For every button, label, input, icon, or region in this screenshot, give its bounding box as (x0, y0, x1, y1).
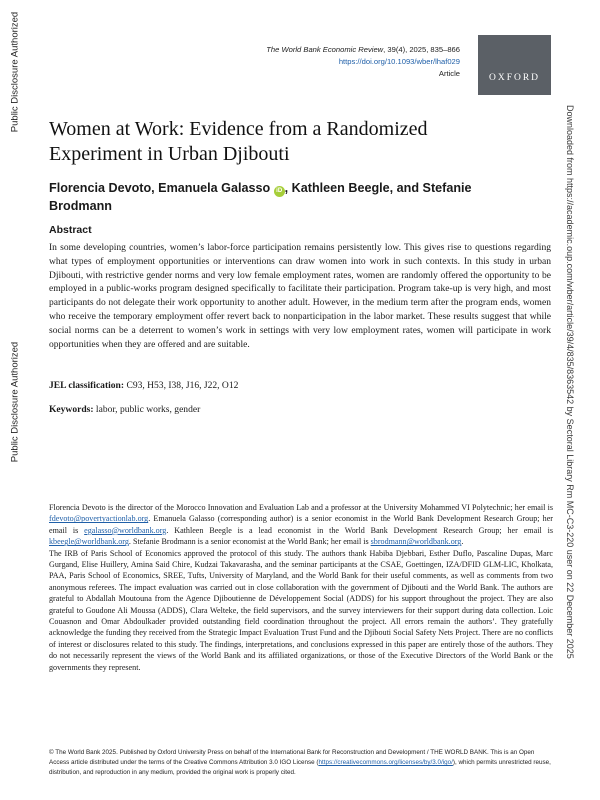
note-text: . Emanuela Galasso (corresponding author) is a senior economist in the World Bank Development Research Group; her email is (49, 514, 553, 535)
keywords (49, 403, 549, 416)
note-text: . Stefanie Brodmann is a senior economist at the World Bank; her email is (128, 537, 371, 547)
email-link-brodmann[interactable]: sbrodmann@worldbank.org (370, 537, 462, 547)
note-text: . (461, 537, 464, 547)
citation-volume: , 39(4), 2025, 835–866 (383, 45, 460, 54)
journal-citation (240, 44, 460, 56)
authors-first: Florencia Devoto, Emanuela Galasso (49, 181, 271, 195)
article-type: Article (438, 69, 460, 78)
abstract-text: In some developing countries, women’s labor-force participation remains persistently low. This gives rise to questions regarding what types of employment opportunities or interventions can draw women into work in such contexts. In this study in urban Djibouti, with restrictive gender norms and very low female employment rates, women are randomly offered the opportunity to be employed in a public-works program designed specifically to facilitate their participation. Program take-up is very high, and most participants do not delegate their work opportunity to another adult. However, in the medium term after the program ends, women who receive the temporary employment offer revert back to nonparticipation in the labor market. These results suggest that while social norms can be a deterrent to women’s work in settings with very low employment rates, women will participate in work opportunities when they are offered and are suitable. (49, 242, 551, 350)
journal-name: The World Bank Economic Review (266, 45, 384, 54)
license-link[interactable]: https://creativecommons.org/licenses/by/3.0/igo/ (318, 759, 453, 766)
email-link-galasso[interactable]: egalasso@worldbank.org (84, 525, 167, 535)
note-text: Florencia Devoto is the director of the Morocco Innovation and Evaluation Lab and a professor at the University Mohammed VI Polytechnic; her email is (49, 503, 553, 512)
doi-link[interactable]: https://doi.org/10.1093/wber/lhaf029 (338, 57, 460, 66)
jel-codes: C93, H53, I38, J16, J22, O12 (124, 380, 239, 391)
author-affiliations-note (49, 502, 553, 548)
download-watermark: Downloaded from https://academic.oup.com/wber/article/39/4/835/8363542 by Sectoral Library Rm MC-C3-220 user on 22 December 2025 (565, 105, 575, 659)
acknowledgements-note: The IRB of Paris School of Economics approved the protocol of this study. The authors thank Habiba Djebbari, Esther Duflo, Pascaline Dupas, Marc Gurgand, Elise Huillery, Amina Said Chire, Kudzai Takavarasha, and the seminar participants at the CSAE, Goettingen, IZA/DFID GLM-LIC, Kholkata, PAA, Paris School of Economics, SREE, Tufts, University of Maryland, and the World Bank for their useful comments, as well as comments from two anonymous referees. The impact evaluation was carried out in close collaboration with the government of Djibouti and the World Bank. The authors are grateful to Abdallah Moutouna from the Agence Djiboutienne de Développement Social (ADDS) for his support throughout the project. They are also grateful to Goudone Ali Moussa (ADDS), Clara Welteke, the field supervisors, and the survey interviewers for their support during data collection. Loic Couasnon and Omar Abdoulkader provided outstanding field coordination throughout the project. All errors remain the authors’. They gratefully acknowledge the funding they received from the Strategic Impact Evaluation Trust Fund and the Djibouti Social Safety Nets Project. There are no conflicts of interest or disclosures related to this study. The findings, interpretations, and conclusions expressed in this paper are entirely those of the authors. They do not necessarily represent the views of the World Bank and its affiliated organizations, or those of the Executive Directors of the World Bank or the governments they represent. (49, 548, 553, 672)
footnotes (49, 502, 553, 673)
journal-header (240, 44, 460, 80)
keywords-label: Keywords: (49, 404, 94, 415)
jel-label: JEL classification: (49, 380, 125, 391)
orcid-icon[interactable]: iD (274, 186, 285, 197)
keywords-terms: labor, public works, gender (93, 404, 201, 415)
author-list (49, 179, 509, 215)
jel-classification (49, 379, 549, 392)
paper-title: Women at Work: Evidence from a Randomized Experiment in Urban Djibouti (49, 118, 428, 165)
copyright-text: © The World Bank 2025. Published by Oxford University Press on behalf of the International Bank for Reconstruction and Development / THE WORLD BANK. This is an Open Access article distributed under the terms of the Creative Commons Attribution 3.0 IGO License ( (49, 749, 535, 766)
oxford-logo: OXFORD (478, 35, 551, 95)
authors-rest: , Kathleen Beegle, and Stefanie Brodmann (49, 181, 472, 213)
copyright-notice (49, 748, 553, 778)
abstract-heading: Abstract (49, 224, 92, 236)
note-text: . Kathleen Beegle is a lead economist in the World Bank Development Research Group; her email is (166, 525, 553, 535)
public-disclosure-label-top: Public Disclosure Authorized (9, 11, 21, 133)
email-link-devoto[interactable]: fdevoto@povertyactionlab.org (49, 514, 149, 524)
left-margin-stamp (0, 0, 30, 800)
email-link-beegle[interactable]: kbeegle@worldbank.org (49, 537, 129, 547)
copyright-text: ), which permits unrestricted reuse, distribution, and reproduction in any medium, provided the original work is properly cited. (49, 759, 551, 776)
public-disclosure-label-bottom: Public Disclosure Authorized (9, 341, 21, 463)
